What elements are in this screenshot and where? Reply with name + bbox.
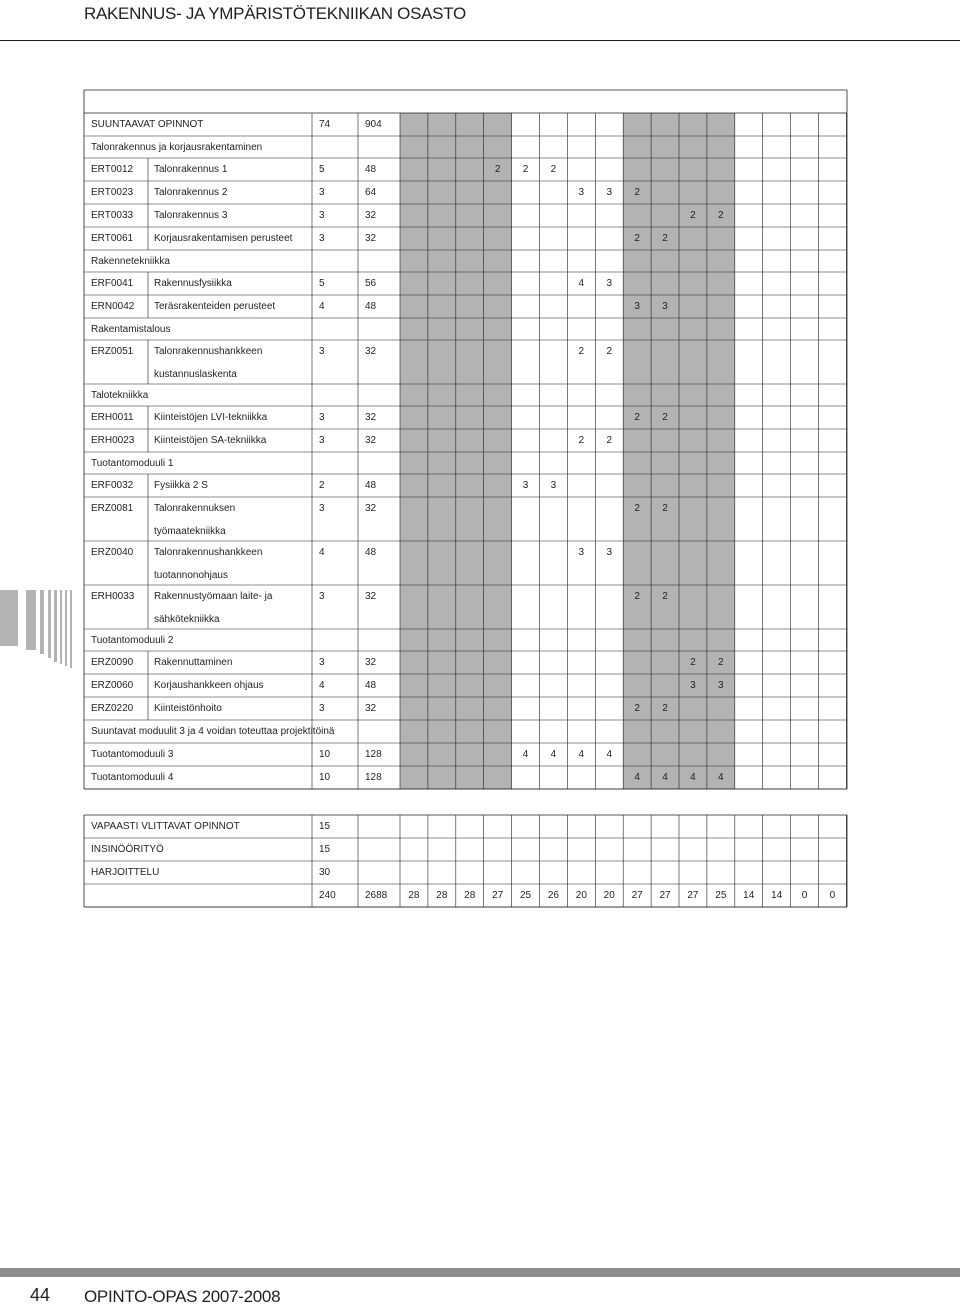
course-name-continued: tuotannonohjaus	[154, 570, 228, 581]
module-title: Tuotantomoduuli 3	[91, 749, 174, 760]
module-title: Tuotantomoduuli 4	[91, 772, 174, 783]
course-name: Talonrakennushankkeen	[154, 547, 263, 558]
semester-value: 3	[606, 547, 613, 558]
course-code: ERZ0040	[91, 547, 134, 558]
semester-value: 28	[436, 890, 448, 901]
course-code: ERN0042	[91, 301, 135, 312]
section-title: HARJOITTELU	[91, 867, 160, 878]
semester-value: 3	[718, 680, 724, 691]
semester-value: 27	[687, 890, 699, 901]
semester-value: 4	[634, 772, 640, 783]
course-name: Talonrakennus 1	[154, 164, 228, 175]
semester-value: 2	[606, 435, 613, 446]
semester-value: 2	[522, 164, 529, 175]
course-hours: 32	[365, 346, 377, 357]
course-credits: 4	[319, 301, 325, 312]
total-hours: 2688	[365, 890, 388, 901]
course-name: Korjausrakentamisen perusteet	[154, 233, 293, 244]
course-credits: 3	[319, 210, 325, 221]
section-credits: 15	[319, 844, 331, 855]
course-code: ERT0012	[91, 164, 134, 175]
group-title: Tuotantomoduuli 1	[91, 458, 174, 469]
semester-value: 27	[492, 890, 504, 901]
side-barcode-marks	[0, 590, 84, 670]
course-credits: 4	[319, 547, 325, 558]
semester-value: 3	[578, 187, 585, 198]
semester-value: 2	[578, 346, 585, 357]
semester-value: 3	[634, 301, 640, 312]
course-credits: 5	[319, 278, 325, 289]
course-hours: 32	[365, 703, 377, 714]
course-hours: 48	[365, 480, 377, 491]
semester-value: 3	[606, 187, 613, 198]
semester-value: 4	[606, 749, 613, 760]
semester-value: 25	[519, 890, 532, 901]
semester-value: 14	[743, 890, 755, 901]
course-name-continued: sähkötekniikka	[154, 614, 220, 625]
semester-value: 20	[575, 890, 587, 901]
semester-value: 20	[603, 890, 615, 901]
course-code: ERT0033	[91, 210, 134, 221]
course-code: ERF0032	[91, 480, 134, 491]
group-title: Talotekniikka	[91, 390, 149, 401]
course-name: Korjaushankkeen ohjaus	[154, 680, 264, 691]
course-hours: 32	[365, 233, 377, 244]
course-name: Teräsrakenteiden perusteet	[154, 301, 276, 312]
group-title: Tuotantomoduuli 2	[91, 635, 174, 646]
course-name: Talonrakennuksen	[154, 503, 236, 514]
semester-value: 4	[690, 772, 696, 783]
semester-value: 2	[606, 346, 613, 357]
semester-value: 28	[464, 890, 476, 901]
course-hours: 32	[365, 435, 377, 446]
course-name-continued: kustannuslaskenta	[154, 369, 237, 380]
semester-value: 2	[690, 657, 696, 668]
semester-value: 4	[578, 749, 585, 760]
semester-value: 2	[662, 591, 668, 602]
section-title: SUUNTAAVAT OPINNOT	[91, 119, 204, 130]
footer-guide-title: OPINTO-OPAS 2007-2008	[84, 1287, 281, 1306]
semester-value: 3	[606, 278, 613, 289]
semester-value: 27	[659, 890, 671, 901]
course-code: ERH0023	[91, 435, 135, 446]
course-name: Rakennuttaminen	[154, 657, 233, 668]
semester-value: 4	[578, 278, 585, 289]
semester-value: 4	[550, 749, 557, 760]
semester-value: 14	[771, 890, 783, 901]
semester-value: 2	[634, 233, 640, 244]
semester-value: 2	[662, 233, 668, 244]
course-code: ERF0041	[91, 278, 134, 289]
course-code: ERZ0090	[91, 657, 134, 668]
course-hours: 48	[365, 164, 377, 175]
module-credits: 10	[319, 772, 331, 783]
course-hours: 32	[365, 657, 377, 668]
course-code: ERH0033	[91, 591, 135, 602]
semester-value: 2	[634, 412, 640, 423]
semester-value: 2	[550, 164, 557, 175]
course-hours: 48	[365, 680, 377, 691]
semester-value: 3	[690, 680, 696, 691]
section-hours: 904	[365, 119, 382, 130]
semester-value: 2	[634, 503, 640, 514]
course-credits: 3	[319, 591, 325, 602]
course-code: ERT0023	[91, 187, 134, 198]
course-name: Kiinteistöjen SA-tekniikka	[154, 435, 267, 446]
side-decoration	[0, 590, 84, 675]
module-hours: 128	[365, 749, 382, 760]
course-name: Talonrakennushankkeen	[154, 346, 263, 357]
note-text: Suuntavat moduulit 3 ja 4 voidan toteuttaa projektitöinä	[91, 726, 335, 737]
course-hours: 32	[365, 210, 377, 221]
module-hours: 128	[365, 772, 382, 783]
semester-value: 3	[550, 480, 557, 491]
semester-value: 2	[494, 164, 501, 175]
course-name: Kiinteistönhoito	[154, 703, 222, 714]
course-code: ERH0011	[91, 412, 134, 423]
section-credits: 15	[319, 821, 331, 832]
total-credits: 240	[319, 890, 336, 901]
course-credits: 3	[319, 657, 325, 668]
semester-value: 3	[578, 547, 585, 558]
course-credits: 3	[319, 346, 325, 357]
course-hours: 56	[365, 278, 377, 289]
course-name: Talonrakennus 2	[154, 187, 228, 198]
course-hours: 32	[365, 412, 377, 423]
course-credits: 2	[319, 480, 325, 491]
course-hours: 48	[365, 301, 377, 312]
semester-value: 2	[634, 591, 640, 602]
semester-value: 2	[718, 657, 724, 668]
semester-value: 4	[718, 772, 724, 783]
section-credits: 30	[319, 867, 331, 878]
course-credits: 3	[319, 703, 325, 714]
page-header-title: RAKENNUS- JA YMPÄRISTÖTEKNIIKAN OSASTO	[84, 4, 466, 23]
semester-value: 2	[690, 210, 696, 221]
group-title: Rakentamistalous	[91, 324, 171, 335]
semester-value: 2	[718, 210, 724, 221]
course-credits: 3	[319, 412, 325, 423]
course-code: ERZ0081	[91, 503, 134, 514]
course-hours: 64	[365, 187, 377, 198]
course-credits: 3	[319, 233, 325, 244]
semester-value: 2	[662, 503, 668, 514]
semester-value: 27	[631, 890, 643, 901]
course-name: Rakennustyömaan laite- ja	[154, 591, 273, 602]
course-hours: 32	[365, 591, 377, 602]
section-title: VAPAASTI VLITTAVAT OPINNOT	[91, 821, 240, 832]
semester-value: 4	[662, 772, 668, 783]
module-credits: 10	[319, 749, 331, 760]
course-code: ERZ0051	[91, 346, 134, 357]
semester-value: 3	[522, 480, 529, 491]
course-hours: 32	[365, 503, 377, 514]
section-credits: 74	[319, 119, 331, 130]
course-code: ERT0061	[91, 233, 134, 244]
semester-value: 2	[662, 412, 668, 423]
semester-value: 26	[547, 890, 559, 901]
semester-value: 2	[634, 703, 640, 714]
course-name: Kiinteistöjen LVI-tekniikka	[154, 412, 268, 423]
group-title: Rakennetekniikka	[91, 256, 170, 267]
section-title: INSINÖÖRITYÖ	[91, 844, 164, 855]
course-credits: 3	[319, 503, 325, 514]
course-hours: 48	[365, 547, 377, 558]
semester-value: 0	[801, 890, 808, 901]
course-name: Rakennusfysiikka	[154, 278, 232, 289]
semester-value: 4	[522, 749, 529, 760]
semester-value: 3	[662, 301, 668, 312]
course-name-continued: työmaatekniikka	[154, 526, 226, 537]
semester-value: 2	[662, 703, 668, 714]
course-name: Talonrakennus 3	[154, 210, 228, 221]
semester-value: 0	[829, 890, 836, 901]
course-code: ERZ0220	[91, 703, 134, 714]
course-credits: 5	[319, 164, 325, 175]
course-credits: 4	[319, 680, 325, 691]
semester-value: 2	[578, 435, 585, 446]
semester-value: 25	[715, 890, 727, 901]
course-name: Fysiikka 2 S	[154, 480, 208, 491]
semester-value: 2	[634, 187, 640, 198]
semester-value: 28	[408, 890, 420, 901]
course-credits: 3	[319, 435, 325, 446]
course-credits: 3	[319, 187, 325, 198]
page-number: 44	[30, 1285, 51, 1305]
course-code: ERZ0060	[91, 680, 134, 691]
group-title: Talonrakennus ja korjausrakentaminen	[91, 142, 263, 153]
footer-bar	[0, 1268, 960, 1277]
